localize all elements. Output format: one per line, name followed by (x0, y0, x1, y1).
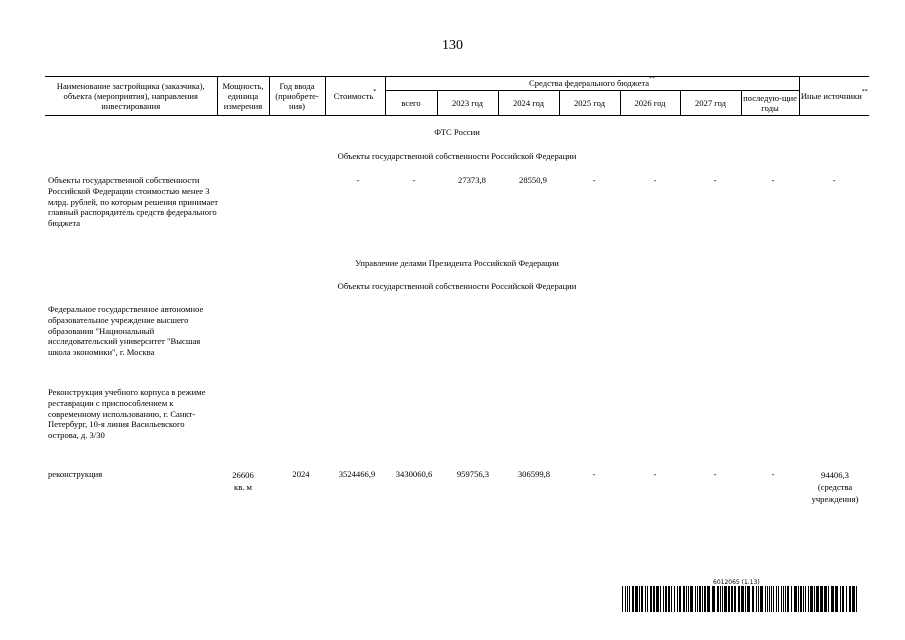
barcode-bar (697, 586, 698, 612)
barcode-bar (674, 586, 675, 612)
barcode-bar (741, 586, 744, 612)
barcode-bar (752, 586, 754, 612)
barcode-bar (842, 586, 844, 612)
barcode-bar (728, 586, 730, 612)
barcode-bar (629, 586, 630, 612)
barcode-bar (720, 586, 721, 612)
barcode-bar (734, 586, 736, 612)
barcode-bar (679, 586, 681, 612)
barcode-bar (820, 586, 823, 612)
org-name: Федеральное государственное автономное образовательное учреждение высшего образования "Национальный исследовательский университет "Высшая школа экономики", г. Москва (48, 304, 204, 358)
header-name: Наименование застройщика (заказчика), объекта (мероприятия), направления инвестирования (45, 77, 217, 116)
barcode-bar (824, 586, 827, 612)
header-fed-budget: Средства федерального бюджета** (385, 77, 799, 91)
barcode-bar (828, 586, 829, 612)
row1-name: Объекты государственной собственности Российской Федерации стоимостью менее 3 млрд. рублей, по которым решения принимает главный распорядитель средств федерального бюджета (48, 175, 218, 229)
barcode-bar (765, 586, 766, 612)
row1-other: - (832, 175, 836, 185)
barcode-bar (707, 586, 710, 612)
table-header (45, 76, 869, 116)
barcode-bar (695, 586, 696, 612)
header-sub-2026: 2026 год (620, 91, 680, 116)
row1-2026: - (653, 175, 657, 185)
row1-2023: 27373,8 (458, 175, 486, 185)
section-udp: Управление делами Президента Российской Федерации (355, 258, 559, 268)
header-sub-later: последую-щие годы (741, 91, 799, 116)
barcode-bar (787, 586, 789, 612)
barcode-bar (686, 586, 687, 612)
row1-cost: - (356, 175, 360, 185)
barcode-bar (835, 586, 838, 612)
barcode-bar (688, 586, 689, 612)
project-name: Реконструкция учебного корпуса в режиме реставрации с приспособлением к современному использованию, г. Санкт-Петербург, 10-я линия Васильевского острова, д. 3/30 (48, 387, 206, 441)
barcode-bar (805, 586, 806, 612)
barcode-bar (856, 586, 857, 612)
header-capacity: Мощность, единица измерения (217, 77, 269, 116)
barcode-bar (645, 586, 646, 612)
barcode-bar (704, 586, 706, 612)
row2-2025: - (592, 469, 596, 479)
barcode-bar (647, 586, 648, 612)
barcode-bar (668, 586, 670, 612)
barcode-bar (760, 586, 763, 612)
barcode-bar (846, 586, 847, 612)
section-fts: ФТС России (434, 127, 480, 137)
barcode-bar (852, 586, 855, 612)
header-sub-2023: 2023 год (437, 91, 498, 116)
header-sub-total: всего (385, 91, 437, 116)
row1-later: - (771, 175, 775, 185)
barcode-bar (663, 586, 664, 612)
barcode-bar (773, 586, 774, 612)
barcode-bar (783, 586, 784, 612)
barcode-bar (756, 586, 757, 612)
barcode-bar (738, 586, 740, 612)
row2-name: реконструкция (48, 469, 103, 479)
barcode-bar (722, 586, 723, 612)
barcode-bar (771, 586, 772, 612)
row2-year: 2024 (292, 469, 310, 479)
row2-2027: - (713, 469, 717, 479)
barcode-bar (641, 586, 643, 612)
header-sub-2025: 2025 год (559, 91, 620, 116)
barcode-bar (810, 586, 813, 612)
barcode-bar (791, 586, 792, 612)
barcode-bar (816, 586, 819, 612)
barcode-bar (702, 586, 703, 612)
barcode-bar (712, 586, 715, 612)
page-number: 130 (442, 38, 463, 53)
row2-2026: - (653, 469, 657, 479)
barcode-bar (724, 586, 727, 612)
header-sub-2024: 2024 год (498, 91, 559, 116)
barcode-bar (849, 586, 851, 612)
barcode-bar (677, 586, 678, 612)
header-cost: Стоимость* (325, 77, 385, 116)
barcode-bar (632, 586, 634, 612)
barcode-bar (635, 586, 638, 612)
barcode-bar (785, 586, 786, 612)
barcode-bar (625, 586, 626, 612)
barcode-bar (690, 586, 693, 612)
row1-2027: - (713, 175, 717, 185)
barcode-bar (769, 586, 770, 612)
row2-2024: 306599,8 (517, 469, 551, 479)
header-year: Год ввода (приобрете-ния) (269, 77, 325, 116)
barcode-bar (653, 586, 655, 612)
barcode-bar (745, 586, 746, 612)
section-gov-objects-1: Объекты государственной собственности Российской Федерации (337, 151, 577, 161)
row2-later: - (771, 469, 775, 479)
barcode-bar (831, 586, 834, 612)
row1-total: - (412, 175, 416, 185)
header-other: Иные источники** (799, 77, 869, 116)
barcode-bar (808, 586, 809, 612)
barcode-bar (794, 586, 797, 612)
row1-2024: 28550,9 (519, 175, 547, 185)
barcode-bar (699, 586, 701, 612)
barcode-bar (781, 586, 782, 612)
barcode-bar (660, 586, 661, 612)
section-gov-objects-2: Объекты государственной собственности Российской Федерации (337, 281, 577, 291)
barcode-bar (656, 586, 659, 612)
barcode-bar (798, 586, 799, 612)
barcode-bar (776, 586, 777, 612)
barcode-bar (639, 586, 640, 612)
row2-other: 94406,3 (средства учреждения) (811, 470, 859, 505)
header-sub-2027: 2027 год (680, 91, 741, 116)
barcode-bar (627, 586, 628, 612)
barcode-bar (717, 586, 719, 612)
barcode-bar (758, 586, 759, 612)
row2-cost: 3524466,9 (338, 469, 376, 479)
row1-2025: - (592, 175, 596, 185)
barcode-bar (800, 586, 802, 612)
barcode-bar (767, 586, 768, 612)
barcode-image (622, 586, 858, 612)
barcode-bar (622, 586, 623, 612)
barcode-bar (665, 586, 667, 612)
barcode-bar (731, 586, 733, 612)
barcode-label: 6012065 (1.13) (713, 579, 760, 586)
row2-2023: 959756,3 (456, 469, 490, 479)
barcode-bar (803, 586, 804, 612)
barcode-bar (778, 586, 779, 612)
barcode-bar (683, 586, 685, 612)
row2-total: 3430060,6 (395, 469, 433, 479)
barcode-bar (650, 586, 652, 612)
barcode-bar (840, 586, 841, 612)
barcode-bar (747, 586, 750, 612)
row2-capacity: 26606 кв. м (232, 470, 254, 493)
barcode-bar (814, 586, 815, 612)
barcode-bar (671, 586, 672, 612)
